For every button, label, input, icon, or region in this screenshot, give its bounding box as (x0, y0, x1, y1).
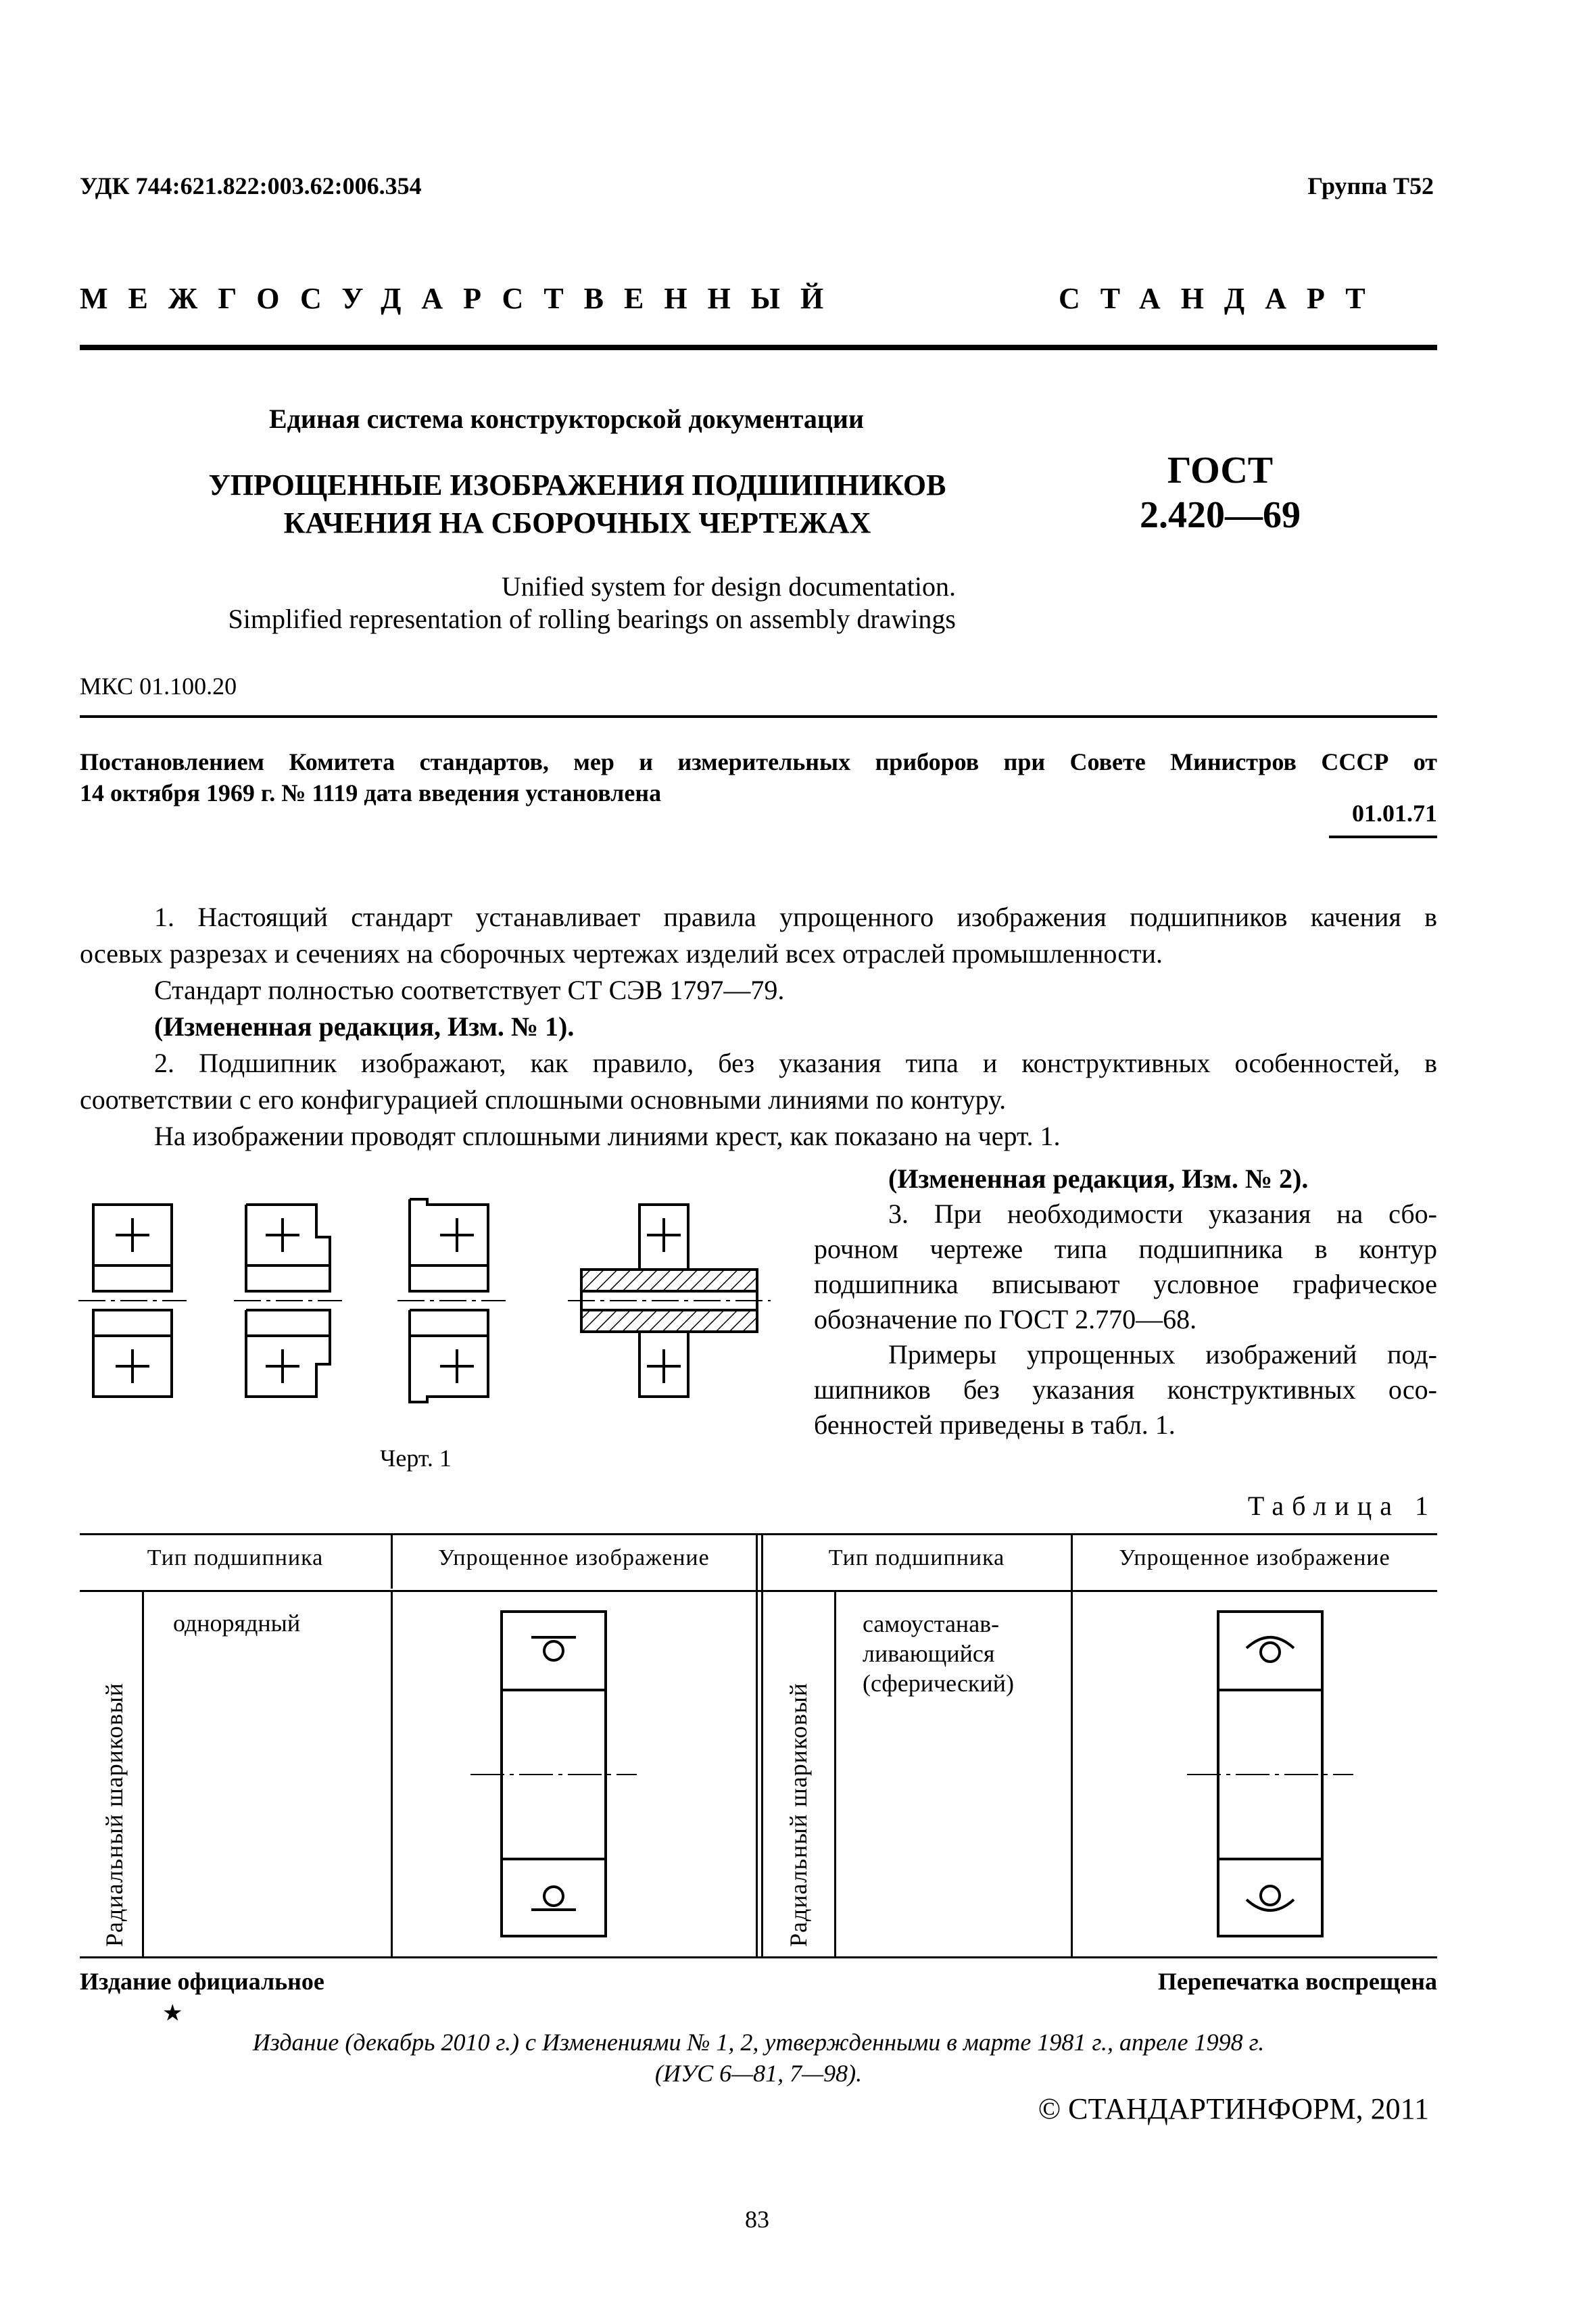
figure-1-caption: Черт. 1 (380, 1445, 452, 1472)
row-type-right-line-2: ливающийся (863, 1640, 995, 1667)
system-title: Единая система конструкторской документации (269, 404, 864, 434)
paragraph-1-line-1: 1. Настоящий стандарт устанавливает правила упрощенного изображения подшипников качения в (154, 902, 1437, 932)
paragraph-3-line-5: Примеры упрощенных изображений под- (888, 1339, 1437, 1370)
table-bottom-rule (80, 1956, 1437, 1958)
column-header-image-left: Упрощенное изображение (438, 1545, 710, 1570)
bearing-4-shaft-icon (568, 1205, 771, 1397)
mks-code: МКС 01.100.20 (80, 673, 237, 700)
row-group-right: Радиальный шариковый (785, 1682, 812, 1947)
title-rule (80, 715, 1437, 718)
paragraph-3-line-6: шипников без указания конструктивных осо- (814, 1374, 1437, 1405)
copyright: © СТАНДАРТИНФОРМ, 2011 (1038, 2092, 1429, 2125)
amendment-2: (Измененная редакция, Изм. № 2). (888, 1163, 1309, 1194)
official-edition: Издание официальное (80, 1968, 324, 1995)
paragraph-3-line-7: бенностей приведены в табл. 1. (814, 1409, 1176, 1440)
reprint-prohibited: Перепечатка воспрещена (1157, 1968, 1437, 1995)
column-header-type-left: Тип подшипника (147, 1545, 324, 1570)
column-header-image-right: Упрощенное изображение (1119, 1545, 1391, 1570)
row-type-right-line-1: самоустанав- (863, 1610, 1000, 1637)
english-title-1: Unified system for design documentation. (501, 571, 956, 602)
paragraph-1-line-2: осевых разрезах и сечениях на сборочных чертежах изделий всех отраслей промышленности. (80, 938, 1163, 969)
page-number: 83 (745, 2206, 769, 2233)
udk-code: УДК 744:621.822:003.62:006.354 (80, 172, 422, 199)
paragraph-2-line-2: соответствии с его конфигурацией сплошными основными линиями по контуру. (80, 1084, 1007, 1115)
table-vline-group-left (142, 1590, 144, 1958)
gost-label: ГОСТ (1167, 450, 1274, 491)
paragraph-1-amendment: (Измененная редакция, Изм. № 1). (154, 1011, 575, 1042)
table-vline-group-right (834, 1590, 836, 1958)
english-title-2: Simplified representation of rolling bearings on assembly drawings (228, 604, 956, 634)
interstate-heading: МЕЖГОСУДАРСТВЕННЫЙ (80, 282, 844, 315)
column-header-type-right: Тип подшипника (828, 1545, 1005, 1570)
row-type-right-line-3: (сферический) (863, 1670, 1014, 1697)
row-type-right (863, 1609, 1014, 1698)
group-code: Группа Т52 (1307, 172, 1434, 199)
edition-note-1: Издание (декабрь 2010 г.) с Изменениями № 1, 2, утвержденными в марте 1981 г., апреле 1998 г. (252, 2029, 1265, 2056)
bearing-3-icon (397, 1199, 506, 1402)
row-group-left: Радиальный шариковый (101, 1682, 128, 1947)
table-vline-2b (761, 1533, 763, 1958)
table-vline-1-body (391, 1590, 393, 1958)
edition-note-2: (ИУС 6—81, 7—98). (654, 2060, 863, 2087)
table-vline-2a (756, 1533, 758, 1958)
paragraph-3-line-4: обозначение по ГОСТ 2.770—68. (814, 1304, 1197, 1334)
decree-date: 01.01.71 (1352, 800, 1437, 827)
row-type-left: однорядный (173, 1610, 301, 1637)
table-caption: Таблица 1 (1247, 1491, 1436, 1521)
table-top-rule (80, 1533, 1437, 1535)
table-header-rule (80, 1590, 1437, 1592)
self-aligning-bearing-drawing (1160, 1609, 1363, 1947)
title-line-2: КАЧЕНИЯ НА СБОРОЧНЫХ ЧЕРТЕЖАХ (283, 506, 871, 539)
paragraph-2-line-3: На изображении проводят сплошными линиями крест, как показано на черт. 1. (154, 1121, 1061, 1151)
title-line-1: УПРОЩЕННЫЕ ИЗОБРАЖЕНИЯ ПОДШИПНИКОВ (208, 468, 946, 502)
bearing-2-icon (234, 1205, 342, 1397)
paragraph-1-line-3: Стандарт полностью соответствует СТ СЭВ 1797—79. (154, 975, 785, 1005)
decree-line-2: 14 октября 1969 г. № 1119 дата введения установлена (80, 779, 662, 806)
date-underline (1329, 836, 1437, 838)
standard-heading: СТАНДАРТ (1059, 282, 1386, 315)
star-icon: ★ (162, 2001, 183, 2026)
header-rule (80, 345, 1437, 350)
gost-number: 2.420—69 (1140, 494, 1301, 536)
decree-line-1: Постановлением Комитета стандартов, мер и измерительных приборов при Совете Министров СССР от (80, 748, 1437, 775)
paragraph-3-line-2: рочном чертеже типа подшипника в контур (814, 1234, 1437, 1264)
paragraph-3-line-1: 3. При необходимости указания на сбо- (888, 1199, 1437, 1229)
table-vline-3 (1071, 1533, 1073, 1958)
paragraph-3-line-3: подшипника вписывают условное графическое (814, 1269, 1437, 1299)
figure-1-drawing (68, 1176, 784, 1420)
single-row-bearing-drawing (460, 1609, 662, 1947)
paragraph-2-line-1: 2. Подшипник изображают, как правило, без указания типа и конструктивных особенностей, в (154, 1048, 1437, 1078)
bearing-1-icon (78, 1205, 187, 1397)
